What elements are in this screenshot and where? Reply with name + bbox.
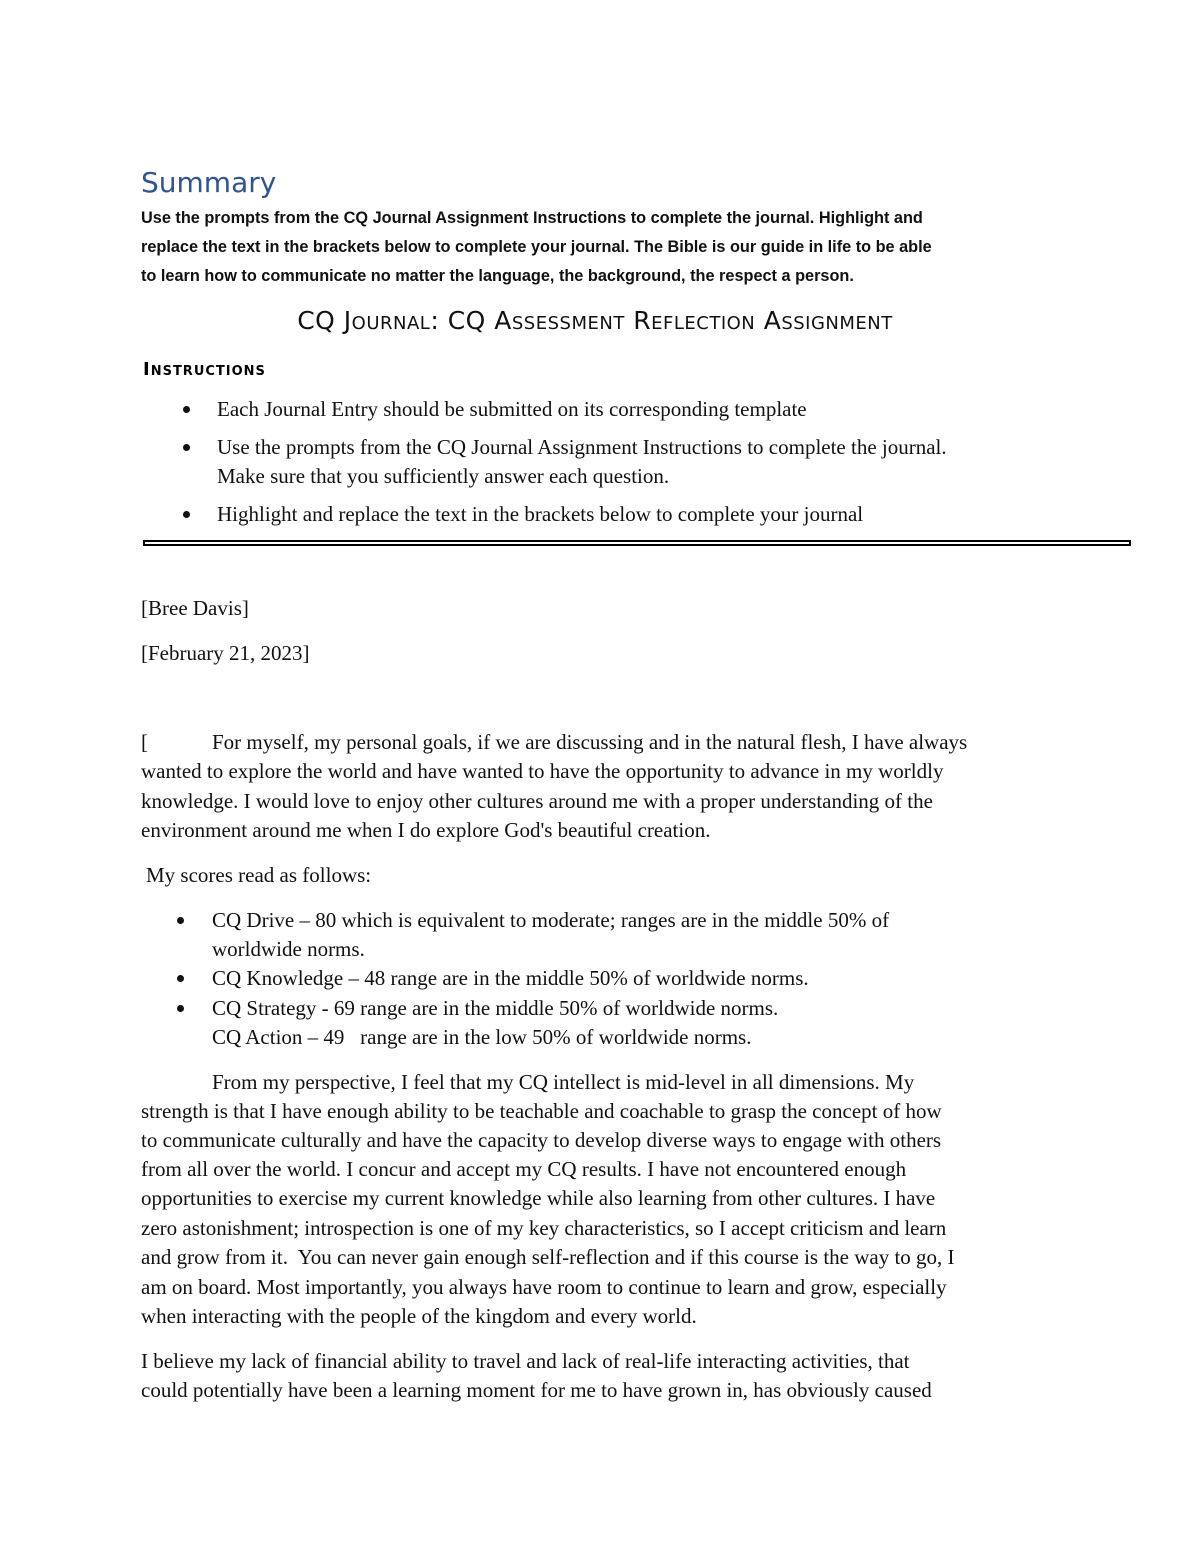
bullet-icon: [183, 511, 190, 518]
bracket-open: [: [141, 730, 148, 754]
entry-date: [February 21, 2023]: [141, 641, 310, 665]
para-line: environment around me when I do explore God's beautiful creation.: [141, 818, 711, 842]
summary-line: replace the text in the brackets below to complete your journal. The Bible is our guide in life to be able: [141, 238, 932, 256]
bullet-icon: [177, 917, 184, 924]
score-item-cont: worldwide norms.: [212, 937, 365, 961]
para-line: could potentially have been a learning moment for me to have grown in, has obviously caused: [141, 1378, 932, 1402]
bullet-icon: [183, 444, 190, 451]
para-line: wanted to explore the world and have wanted to have the opportunity to advance in my worldly: [141, 759, 944, 783]
instruction-item: Use the prompts from the CQ Journal Assignment Instructions to complete the journal.: [217, 435, 947, 459]
bullet-icon: [183, 406, 190, 413]
para-line: knowledge. I would love to enjoy other cultures around me with a proper understanding of the: [141, 789, 933, 813]
score-item: CQ Action – 49 range are in the low 50% of worldwide norms.: [212, 1025, 752, 1049]
score-item: CQ Drive – 80 which is equivalent to moderate; ranges are in the middle 50% of: [212, 908, 890, 932]
para-line: am on board. Most importantly, you always have room to continue to learn and grow, especially: [141, 1275, 947, 1299]
para-line: to communicate culturally and have the capacity to develop diverse ways to engage with others: [141, 1128, 942, 1152]
author-name: [Bree Davis]: [141, 596, 249, 620]
double-rule-divider: [143, 540, 1131, 546]
para-line: I believe my lack of financial ability to travel and lack of real-life interacting activities, that: [141, 1349, 910, 1373]
para-line: and grow from it. You can never gain enough self-reflection and if this course is the way to go, I: [141, 1245, 955, 1269]
instruction-item: Highlight and replace the text in the brackets below to complete your journal: [217, 502, 864, 526]
scores-intro: My scores read as follows:: [146, 863, 372, 887]
para-line: zero astonishment; introspection is one of my key characteristics, so I accept criticism and learn: [141, 1216, 947, 1240]
para-line: strength is that I have enough ability to be teachable and coachable to grasp the concept of how: [141, 1099, 942, 1123]
para-line: From my perspective, I feel that my CQ intellect is mid-level in all dimensions. My: [212, 1070, 915, 1094]
score-item: CQ Strategy - 69 range are in the middle 50% of worldwide norms.: [212, 996, 779, 1020]
instruction-item: Each Journal Entry should be submitted on its corresponding template: [217, 397, 807, 421]
bullet-icon: [177, 1005, 184, 1012]
para-line: For myself, my personal goals, if we are discussing and in the natural flesh, I have always: [212, 730, 968, 754]
instruction-item-cont: Make sure that you sufficiently answer each question.: [217, 464, 670, 488]
document-title: CQ Journal: CQ Assessment Reflection Assignment: [297, 306, 893, 335]
para-line: from all over the world. I concur and accept my CQ results. I have not encountered enough: [141, 1157, 907, 1181]
bullet-icon: [177, 975, 184, 982]
instructions-heading: Instructions: [143, 359, 266, 380]
summary-line: to learn how to communicate no matter the language, the background, the respect a person.: [141, 267, 854, 285]
summary-heading: Summary: [141, 166, 277, 199]
para-line: when interacting with the people of the kingdom and every world.: [141, 1304, 697, 1328]
score-item: CQ Knowledge – 48 range are in the middle 50% of worldwide norms.: [212, 966, 809, 990]
para-line: opportunities to exercise my current knowledge while also learning from other cultures. I have: [141, 1186, 936, 1210]
summary-line: Use the prompts from the CQ Journal Assignment Instructions to complete the journal. Highlight and: [141, 209, 923, 227]
